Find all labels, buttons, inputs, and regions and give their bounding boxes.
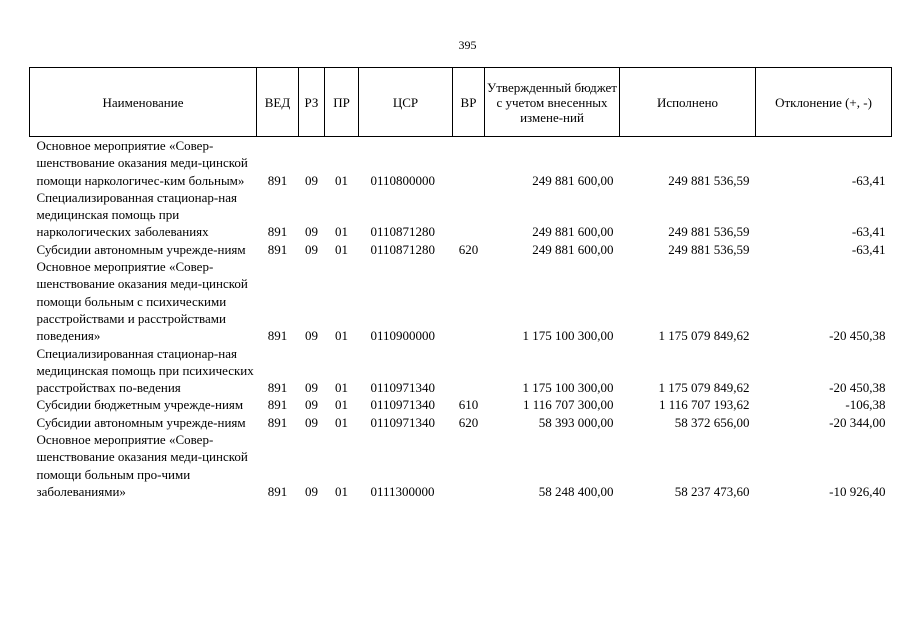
cell-ved: 891 <box>267 172 288 188</box>
page-number: 395 <box>458 38 477 52</box>
cell-name: Основное мероприятие «Совер-шенствование оказания меди-цинской помощи больным про-чими заболеваниями» <box>36 432 248 499</box>
cell-ved: 891 <box>267 328 288 344</box>
cell-rz: 09 <box>305 380 318 396</box>
cell-csr: 0110900000 <box>370 328 436 344</box>
cell-csr: 0110871280 <box>370 224 436 240</box>
cell-csr: 0110871280 <box>370 241 436 257</box>
cell-pr: 01 <box>335 483 348 499</box>
cell-executed: 1 175 079 849,62 <box>658 328 750 344</box>
cell-approved: 249 881 600,00 <box>532 172 614 188</box>
cell-rz: 09 <box>305 397 318 413</box>
cell-executed: 58 372 656,00 <box>674 414 750 430</box>
cell-csr: 0110971340 <box>370 380 436 396</box>
cell-pr: 01 <box>335 172 348 188</box>
cell-deviation: -20 450,38 <box>829 380 886 396</box>
cell-approved: 1 175 100 300,00 <box>522 380 614 396</box>
table-header-row <box>30 68 892 137</box>
cell-deviation: -20 450,38 <box>829 328 886 344</box>
cell-executed: 249 881 536,59 <box>668 172 750 188</box>
cell-deviation: -106,38 <box>845 397 886 413</box>
cell-executed: 249 881 536,59 <box>668 224 750 240</box>
cell-rz: 09 <box>305 483 318 499</box>
cell-name: Субсидии бюджетным учрежде-ниям <box>36 397 244 413</box>
table-row <box>30 396 892 413</box>
cell-name: Основное мероприятие «Совер-шенствование оказания меди-цинской помощи наркологичес-ким больным» <box>36 138 248 188</box>
cell-ved: 891 <box>267 483 288 499</box>
header-vr: ВР <box>453 68 485 137</box>
cell-vr <box>453 431 485 500</box>
table-row <box>30 241 892 258</box>
cell-approved: 1 175 100 300,00 <box>522 328 614 344</box>
cell-vr <box>453 189 485 241</box>
cell-csr: 0110971340 <box>370 397 436 413</box>
header-deviation: Отклонение (+, -) <box>756 68 892 137</box>
cell-vr: 620 <box>458 414 479 430</box>
cell-vr <box>453 137 485 189</box>
table-row <box>30 345 892 397</box>
cell-vr <box>453 345 485 397</box>
cell-approved: 1 116 707 300,00 <box>522 397 614 413</box>
table-row <box>30 137 892 189</box>
cell-rz: 09 <box>305 328 318 344</box>
cell-name: Субсидии автономным учрежде-ниям <box>36 241 246 257</box>
table-row <box>30 189 892 241</box>
cell-rz: 09 <box>305 241 318 257</box>
budget-table <box>29 67 892 500</box>
cell-ved: 891 <box>267 380 288 396</box>
cell-approved: 249 881 600,00 <box>532 241 614 257</box>
cell-name: Субсидии автономным учрежде-ниям <box>36 414 246 430</box>
cell-deviation: -63,41 <box>851 224 886 240</box>
cell-ved: 891 <box>267 241 288 257</box>
cell-deviation: -63,41 <box>851 172 886 188</box>
cell-vr <box>453 258 485 344</box>
cell-approved: 58 248 400,00 <box>538 483 614 499</box>
header-approved: Утвержденный бюджет с учетом внесенных измене-ний <box>485 68 620 137</box>
cell-vr: 620 <box>458 241 479 257</box>
cell-pr: 01 <box>335 397 348 413</box>
cell-executed: 249 881 536,59 <box>668 241 750 257</box>
header-ved: ВЕД <box>257 68 299 137</box>
header-executed: Исполнено <box>620 68 756 137</box>
cell-approved: 58 393 000,00 <box>538 414 614 430</box>
cell-pr: 01 <box>335 380 348 396</box>
cell-ved: 891 <box>267 397 288 413</box>
cell-deviation: -63,41 <box>851 241 886 257</box>
cell-rz: 09 <box>305 224 318 240</box>
table-row <box>30 258 892 344</box>
cell-pr: 01 <box>335 414 348 430</box>
cell-pr: 01 <box>335 224 348 240</box>
table-row <box>30 414 892 431</box>
table-body <box>30 137 892 501</box>
cell-rz: 09 <box>305 172 318 188</box>
cell-csr: 0111300000 <box>370 483 435 499</box>
cell-name: Основное мероприятие «Совер-шенствование оказания меди-цинской помощи больным с психическими расстройствами и расстройствами поведения» <box>36 259 248 344</box>
cell-name: Специализированная стационар-ная медицинская помощь при психических расстройствах по-ведения <box>36 345 254 396</box>
cell-executed: 58 237 473,60 <box>674 483 750 499</box>
header-name: Наименование <box>30 68 257 137</box>
cell-deviation: -20 344,00 <box>829 414 886 430</box>
header-rz: РЗ <box>299 68 325 137</box>
cell-vr: 610 <box>458 397 479 413</box>
cell-ved: 891 <box>267 224 288 240</box>
cell-pr: 01 <box>335 328 348 344</box>
cell-executed: 1 116 707 193,62 <box>658 397 750 413</box>
cell-pr: 01 <box>335 241 348 257</box>
cell-rz: 09 <box>305 414 318 430</box>
cell-ved: 891 <box>267 414 288 430</box>
cell-executed: 1 175 079 849,62 <box>658 380 750 396</box>
cell-csr: 0110971340 <box>370 414 436 430</box>
cell-name: Специализированная стационар-ная медицинская помощь при наркологических заболеваниях <box>36 189 237 240</box>
table-row <box>30 431 892 500</box>
header-pr: ПР <box>325 68 359 137</box>
cell-csr: 0110800000 <box>370 172 436 188</box>
cell-approved: 249 881 600,00 <box>532 224 614 240</box>
cell-deviation: -10 926,40 <box>829 483 886 499</box>
header-csr: ЦСР <box>359 68 453 137</box>
